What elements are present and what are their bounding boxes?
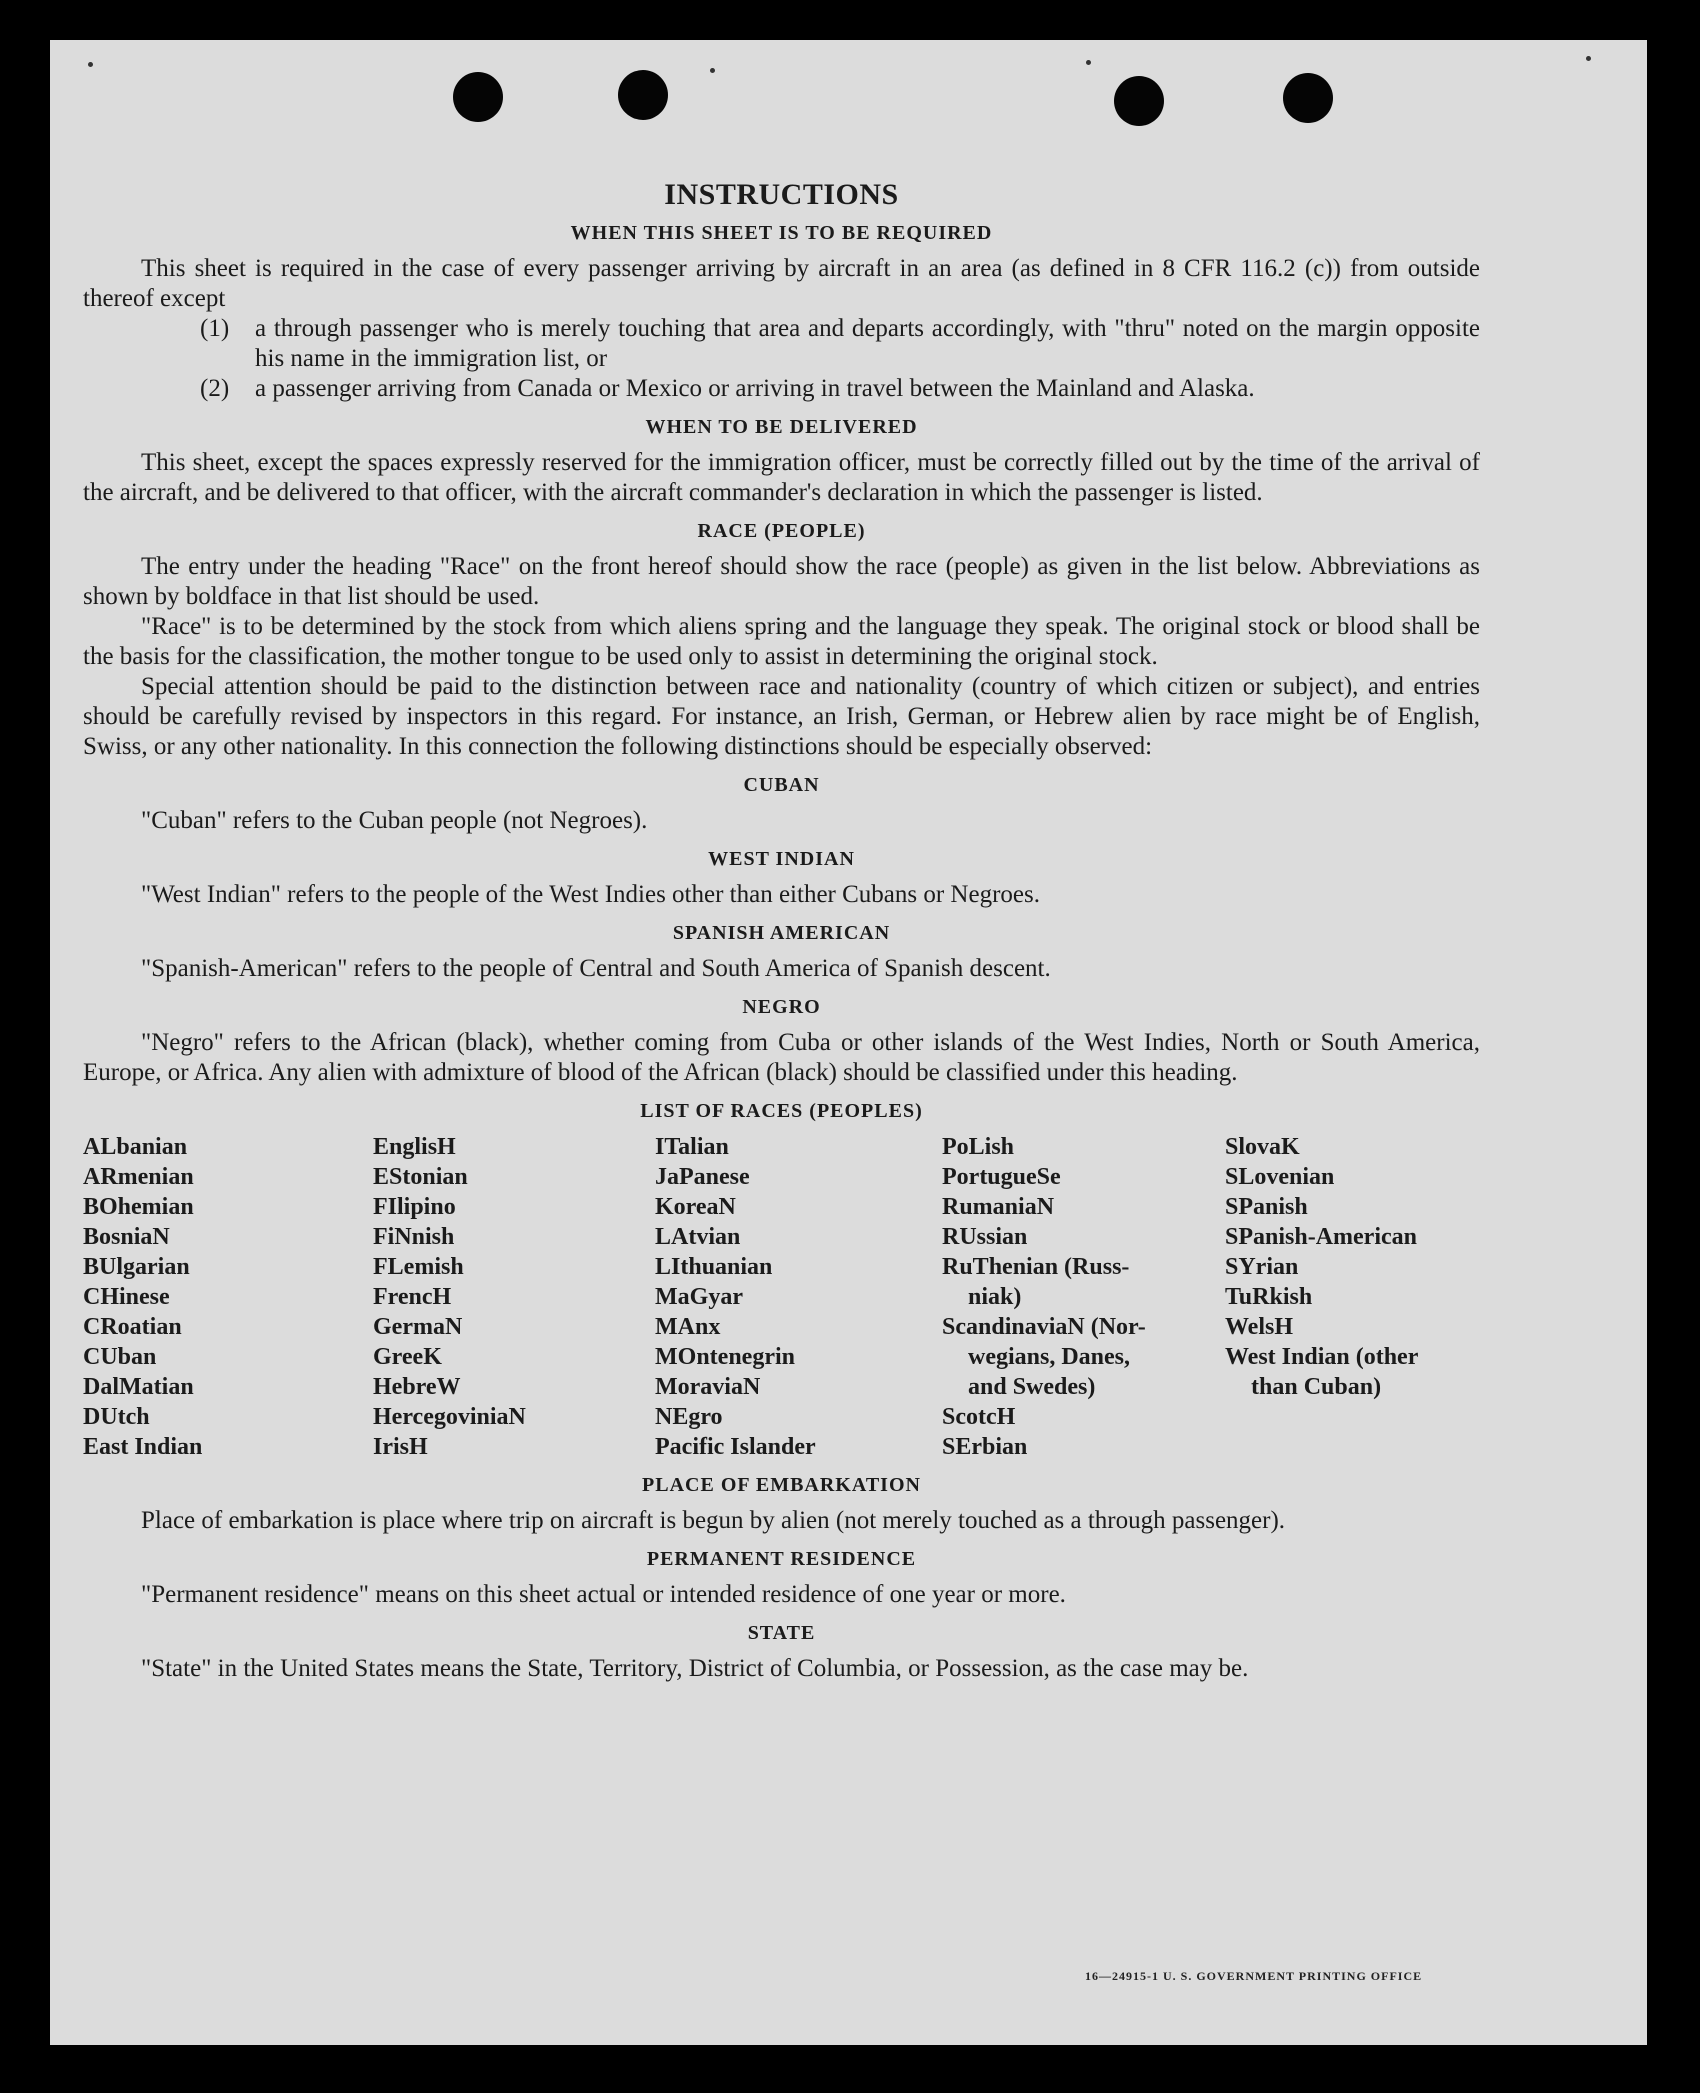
paragraph: "Spanish-American" refers to the people of Central and South America of Spanish descent. [141, 955, 1051, 982]
race-entry: LAtvian [655, 1224, 741, 1250]
race-entry: DUtch [83, 1404, 150, 1430]
race-entry: and Swedes) [968, 1374, 1096, 1400]
race-entry: DalMatian [83, 1374, 194, 1400]
race-entry: WelsH [1225, 1314, 1294, 1340]
item-text: a through passenger who is merely touching that area and departs accordingly, with "thru" noted on the margin opposite his name in the immigration list, or [255, 315, 1480, 372]
race-entry: IrisH [373, 1434, 428, 1460]
race-entry: FIlipino [373, 1194, 456, 1220]
list-item [83, 314, 1480, 374]
race-entry: ITalian [655, 1134, 729, 1160]
race-entry: PortugueSe [942, 1164, 1061, 1190]
paragraph: "Race" is to be determined by the stock from which aliens spring and the language they speak. The original stock or blood shall be the basis for the classification, the mother tongue to be used only to assist in determining the original stock. [83, 613, 1480, 670]
section-heading: CUBAN [743, 774, 820, 796]
section-heading: LIST OF RACES (PEOPLES) [640, 1100, 923, 1122]
section-heading: WHEN THIS SHEET IS TO BE REQUIRED [570, 222, 993, 244]
document-body [83, 180, 1480, 1684]
paragraph: "Cuban" refers to the Cuban people (not Negroes). [141, 807, 648, 834]
race-entry: NEgro [655, 1404, 723, 1430]
paragraph: "West Indian" refers to the people of the West Indies other than either Cubans or Negroes. [141, 881, 1040, 908]
punch-hole [1283, 73, 1333, 123]
race-entry: MAnx [655, 1314, 721, 1340]
paragraph: Place of embarkation is place where trip on aircraft is begun by alien (not merely touched as a through passenger). [141, 1507, 1286, 1534]
section-heading: STATE [747, 1622, 816, 1644]
race-entry: East Indian [83, 1434, 203, 1460]
paragraph: "Negro" refers to the African (black), whether coming from Cuba or other islands of the West Indies, North or South America, Europe, or Africa. Any alien with admixture of blood of the African (black) should be classified under this heading. [83, 1029, 1480, 1086]
punch-hole [618, 70, 668, 120]
race-entry: GermaN [373, 1314, 463, 1340]
race-entry: RuThenian (Russ- [942, 1254, 1130, 1280]
race-entry: niak) [968, 1284, 1022, 1310]
race-entry: MaGyar [655, 1284, 743, 1310]
race-entry: RUssian [942, 1224, 1028, 1250]
race-entry: BOhemian [83, 1194, 194, 1220]
list-item [83, 374, 1480, 404]
race-entry: SLovenian [1225, 1164, 1335, 1190]
paragraph: Special attention should be paid to the distinction between race and nationality (country of which citizen or subject), and entries should be carefully revised by inspectors in this regard. For instance, an Irish, German, or Hebrew alien by race might be of English, Swiss, or any other nationality. In this connection the following distinctions should be especially observed: [83, 673, 1480, 760]
race-entry: ARmenian [83, 1164, 194, 1190]
paragraph: "Permanent residence" means on this sheet actual or intended residence of one year or more. [141, 1581, 1066, 1608]
speck [710, 68, 715, 73]
speck [88, 62, 93, 67]
race-entry: SPanish-American [1225, 1224, 1417, 1250]
race-entry: FLemish [373, 1254, 464, 1280]
race-entry: SlovaK [1225, 1134, 1300, 1160]
speck [1086, 60, 1091, 65]
race-column [942, 1132, 1225, 1462]
printer-imprint: 16—24915-1 U. S. GOVERNMENT PRINTING OFFICE [1085, 1969, 1423, 1983]
race-entry: MOntenegrin [655, 1344, 795, 1370]
race-entry: SYrian [1225, 1254, 1299, 1280]
section-heading: PLACE OF EMBARKATION [642, 1474, 921, 1496]
race-entry: CUban [83, 1344, 157, 1370]
race-entry: West Indian (other [1225, 1344, 1419, 1370]
race-entry: LIthuanian [655, 1254, 773, 1280]
race-entry: SErbian [942, 1434, 1028, 1460]
race-entry: ScotcH [942, 1404, 1016, 1430]
race-entry: JaPanese [655, 1164, 750, 1190]
race-entry: BUlgarian [83, 1254, 190, 1280]
race-column [373, 1132, 655, 1462]
race-entry: BosniaN [83, 1224, 170, 1250]
race-entry: than Cuban) [1251, 1374, 1382, 1400]
section-heading: NEGRO [742, 996, 821, 1018]
race-entry: FiNnish [373, 1224, 455, 1250]
item-text: a passenger arriving from Canada or Mexico or arriving in travel between the Mainland and Alaska. [255, 375, 1255, 402]
item-number: (2) [200, 375, 230, 402]
race-entry: HebreW [373, 1374, 461, 1400]
paragraph: This sheet is required in the case of every passenger arriving by aircraft in an area (as defined in 8 CFR 116.2 (c)) from outside thereof except [83, 255, 1480, 312]
race-column [655, 1132, 942, 1462]
race-entry: KoreaN [655, 1194, 736, 1220]
section-heading: WEST INDIAN [708, 848, 855, 870]
punch-hole [1114, 76, 1164, 126]
punch-hole [453, 72, 503, 122]
paragraph: "State" in the United States means the State, Territory, District of Columbia, or Possession, as the case may be. [141, 1655, 1249, 1682]
section-heading: SPANISH AMERICAN [672, 922, 891, 944]
race-entry: CRoatian [83, 1314, 182, 1340]
race-entry: EStonian [373, 1164, 468, 1190]
race-column [83, 1132, 373, 1462]
race-entry: Pacific Islander [655, 1434, 816, 1460]
item-number: (1) [200, 315, 230, 342]
paragraph: This sheet, except the spaces expressly reserved for the immigration officer, must be correctly filled out by the time of the arrival of the aircraft, and be delivered to that officer, with the aircraft commander's declaration in which the passenger is listed. [83, 449, 1480, 506]
race-entry: GreeK [373, 1344, 442, 1370]
race-list [83, 1132, 1480, 1462]
race-entry: SPanish [1225, 1194, 1308, 1220]
race-entry: RumaniaN [942, 1194, 1055, 1220]
race-entry: HercegoviniaN [373, 1404, 526, 1430]
race-entry: MoraviaN [655, 1374, 761, 1400]
section-heading: PERMANENT RESIDENCE [646, 1548, 917, 1570]
paragraph: The entry under the heading "Race" on the front hereof should show the race (people) as given in the list below. Abbreviations as shown by boldface in that list should be used. [83, 553, 1480, 610]
race-entry: ALbanian [83, 1134, 188, 1160]
race-entry: wegians, Danes, [968, 1344, 1131, 1370]
speck [1586, 56, 1591, 61]
race-entry: PoLish [942, 1134, 1015, 1160]
race-entry: ScandinaviaN (Nor- [942, 1314, 1146, 1340]
race-entry: EnglisH [373, 1134, 456, 1160]
race-entry: TuRkish [1225, 1284, 1313, 1310]
race-entry: CHinese [83, 1284, 170, 1310]
page-title: INSTRUCTIONS [664, 178, 899, 211]
document-sheet [50, 40, 1647, 2045]
race-entry: FrencH [373, 1284, 452, 1310]
race-column [1225, 1132, 1480, 1462]
section-heading: RACE (PEOPLE) [697, 520, 866, 542]
section-heading: WHEN TO BE DELIVERED [645, 416, 918, 438]
